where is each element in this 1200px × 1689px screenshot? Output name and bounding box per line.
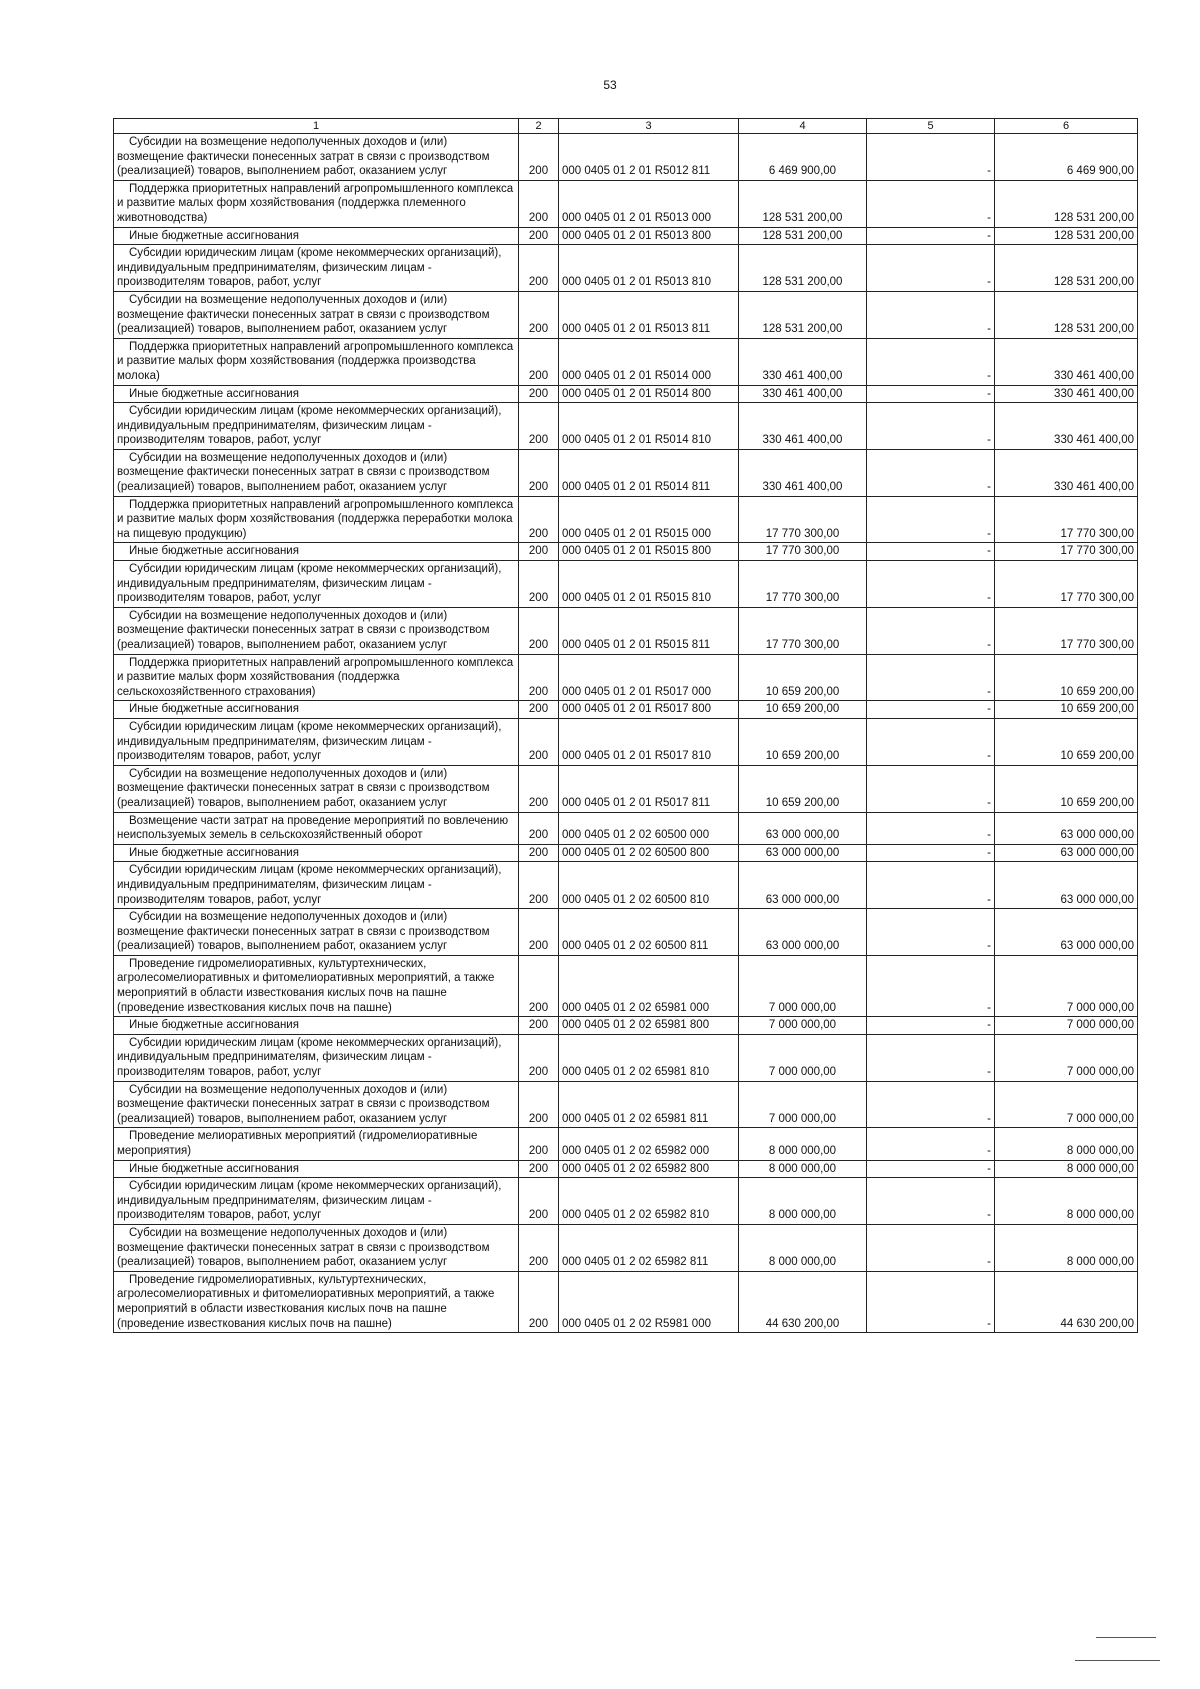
row-code-cell: 000 0405 01 2 01 R5015 810	[559, 561, 739, 608]
row-code-cell: 000 0405 01 2 02 65981 810	[559, 1034, 739, 1081]
row-amount-cell: 8 000 000,00	[739, 1128, 867, 1160]
row-change-cell: -	[867, 227, 995, 245]
row-name-cell: Поддержка приоритетных направлений агропромышленного комплекса и развитие малых форм хозяйствования (поддержка переработки молока на пищевую продукцию)	[114, 496, 519, 543]
row-grbs-cell: 200	[519, 701, 559, 719]
row-total-cell: 17 770 300,00	[995, 607, 1138, 654]
row-change-cell: -	[867, 403, 995, 450]
row-amount-cell: 17 770 300,00	[739, 561, 867, 608]
row-code-cell: 000 0405 01 2 02 60500 810	[559, 862, 739, 909]
table-row	[114, 338, 1138, 385]
table-body	[114, 134, 1138, 1333]
row-total-cell: 128 531 200,00	[995, 245, 1138, 292]
table-row	[114, 1017, 1138, 1035]
row-total-cell: 44 630 200,00	[995, 1271, 1138, 1332]
row-code-cell: 000 0405 01 2 01 R5013 811	[559, 291, 739, 338]
table-row	[114, 1128, 1138, 1160]
row-grbs-cell: 200	[519, 449, 559, 496]
row-code-cell: 000 0405 01 2 02 60500 000	[559, 812, 739, 844]
table-row	[114, 862, 1138, 909]
row-amount-cell: 10 659 200,00	[739, 654, 867, 701]
row-grbs-cell: 200	[519, 955, 559, 1016]
table-row	[114, 955, 1138, 1016]
header-row	[114, 119, 1138, 134]
row-grbs-cell: 200	[519, 245, 559, 292]
row-change-cell: -	[867, 1178, 995, 1225]
row-name-cell: Проведение гидромелиоративных, культуртехнических, агролесомелиоративных и фитомелиоративных мероприятий, а также мероприятий в области известкования кислых почв на пашне (проведение известкования кислых почв на пашне)	[114, 1271, 519, 1332]
row-change-cell: -	[867, 543, 995, 561]
table-row	[114, 449, 1138, 496]
row-grbs-cell: 200	[519, 1160, 559, 1178]
row-amount-cell: 330 461 400,00	[739, 338, 867, 385]
row-total-cell: 7 000 000,00	[995, 955, 1138, 1016]
table-row	[114, 607, 1138, 654]
header-col-4: 4	[739, 119, 867, 134]
row-code-cell: 000 0405 01 2 01 R5014 810	[559, 403, 739, 450]
row-name-cell: Субсидии на возмещение недополученных доходов и (или) возмещение фактически понесенных затрат в связи с производством (реализацией) товаров, выполнением работ, оказанием услуг	[114, 1224, 519, 1271]
row-total-cell: 7 000 000,00	[995, 1034, 1138, 1081]
row-amount-cell: 128 531 200,00	[739, 180, 867, 227]
row-change-cell: -	[867, 385, 995, 403]
row-name-cell: Иные бюджетные ассигнования	[114, 701, 519, 719]
row-total-cell: 6 469 900,00	[995, 134, 1138, 181]
table-row	[114, 1160, 1138, 1178]
row-change-cell: -	[867, 812, 995, 844]
row-total-cell: 17 770 300,00	[995, 561, 1138, 608]
table-row	[114, 1081, 1138, 1128]
row-grbs-cell: 200	[519, 844, 559, 862]
row-code-cell: 000 0405 01 2 02 R5981 000	[559, 1271, 739, 1332]
row-amount-cell: 7 000 000,00	[739, 1017, 867, 1035]
row-amount-cell: 330 461 400,00	[739, 385, 867, 403]
row-amount-cell: 17 770 300,00	[739, 543, 867, 561]
row-total-cell: 63 000 000,00	[995, 812, 1138, 844]
budget-table	[113, 118, 1138, 1333]
row-code-cell: 000 0405 01 2 02 65981 800	[559, 1017, 739, 1035]
row-change-cell: -	[867, 844, 995, 862]
row-code-cell: 000 0405 01 2 01 R5015 000	[559, 496, 739, 543]
table-row	[114, 701, 1138, 719]
row-change-cell: -	[867, 561, 995, 608]
row-code-cell: 000 0405 01 2 02 65982 811	[559, 1224, 739, 1271]
row-name-cell: Субсидии юридическим лицам (кроме некоммерческих организаций), индивидуальным предпринимателям, физическим лицам - производителям товаров, работ, услуг	[114, 561, 519, 608]
row-grbs-cell: 200	[519, 1081, 559, 1128]
table-row	[114, 654, 1138, 701]
budget-sheet	[113, 118, 1138, 1333]
row-grbs-cell: 200	[519, 338, 559, 385]
table-row	[114, 1224, 1138, 1271]
row-code-cell: 000 0405 01 2 02 65981 000	[559, 955, 739, 1016]
row-code-cell: 000 0405 01 2 02 65982 800	[559, 1160, 739, 1178]
row-total-cell: 8 000 000,00	[995, 1178, 1138, 1225]
row-name-cell: Иные бюджетные ассигнования	[114, 844, 519, 862]
row-change-cell: -	[867, 909, 995, 956]
table-row	[114, 291, 1138, 338]
row-name-cell: Субсидии на возмещение недополученных доходов и (или) возмещение фактически понесенных затрат в связи с производством (реализацией) товаров, выполнением работ, оказанием услуг	[114, 1081, 519, 1128]
row-grbs-cell: 200	[519, 291, 559, 338]
row-change-cell: -	[867, 1081, 995, 1128]
row-amount-cell: 63 000 000,00	[739, 812, 867, 844]
table-row	[114, 245, 1138, 292]
row-grbs-cell: 200	[519, 1178, 559, 1225]
row-name-cell: Иные бюджетные ассигнования	[114, 1017, 519, 1035]
page-number: 53	[603, 78, 617, 92]
header-col-6: 6	[995, 119, 1138, 134]
row-total-cell: 10 659 200,00	[995, 765, 1138, 812]
row-change-cell: -	[867, 1128, 995, 1160]
row-name-cell: Субсидии на возмещение недополученных доходов и (или) возмещение фактически понесенных затрат в связи с производством (реализацией) товаров, выполнением работ, оказанием услуг	[114, 765, 519, 812]
row-grbs-cell: 200	[519, 909, 559, 956]
row-code-cell: 000 0405 01 2 01 R5017 800	[559, 701, 739, 719]
row-total-cell: 10 659 200,00	[995, 654, 1138, 701]
row-total-cell: 128 531 200,00	[995, 291, 1138, 338]
row-amount-cell: 8 000 000,00	[739, 1224, 867, 1271]
row-change-cell: -	[867, 245, 995, 292]
row-total-cell: 128 531 200,00	[995, 227, 1138, 245]
row-code-cell: 000 0405 01 2 02 65982 000	[559, 1128, 739, 1160]
table-row	[114, 496, 1138, 543]
row-change-cell: -	[867, 765, 995, 812]
row-amount-cell: 128 531 200,00	[739, 227, 867, 245]
row-code-cell: 000 0405 01 2 02 60500 800	[559, 844, 739, 862]
header-col-1: 1	[114, 119, 519, 134]
row-code-cell: 000 0405 01 2 01 R5013 000	[559, 180, 739, 227]
table-row	[114, 543, 1138, 561]
row-total-cell: 63 000 000,00	[995, 844, 1138, 862]
row-grbs-cell: 200	[519, 654, 559, 701]
row-change-cell: -	[867, 1017, 995, 1035]
row-change-cell: -	[867, 1271, 995, 1332]
row-total-cell: 330 461 400,00	[995, 385, 1138, 403]
row-code-cell: 000 0405 01 2 01 R5017 811	[559, 765, 739, 812]
row-code-cell: 000 0405 01 2 01 R5015 800	[559, 543, 739, 561]
row-grbs-cell: 200	[519, 385, 559, 403]
table-row	[114, 718, 1138, 765]
row-name-cell: Возмещение части затрат на проведение мероприятий по вовлечению неиспользуемых земель в сельскохозяйственный оборот	[114, 812, 519, 844]
row-name-cell: Проведение мелиоративных мероприятий (гидромелиоративные мероприятия)	[114, 1128, 519, 1160]
row-amount-cell: 128 531 200,00	[739, 245, 867, 292]
row-code-cell: 000 0405 01 2 01 R5013 810	[559, 245, 739, 292]
table-row	[114, 385, 1138, 403]
row-amount-cell: 7 000 000,00	[739, 1081, 867, 1128]
row-name-cell: Субсидии на возмещение недополученных доходов и (или) возмещение фактически понесенных затрат в связи с производством (реализацией) товаров, выполнением работ, оказанием услуг	[114, 607, 519, 654]
row-code-cell: 000 0405 01 2 01 R5012 811	[559, 134, 739, 181]
row-grbs-cell: 200	[519, 1017, 559, 1035]
row-total-cell: 8 000 000,00	[995, 1128, 1138, 1160]
row-grbs-cell: 200	[519, 718, 559, 765]
row-grbs-cell: 200	[519, 765, 559, 812]
row-change-cell: -	[867, 1224, 995, 1271]
row-amount-cell: 8 000 000,00	[739, 1178, 867, 1225]
row-name-cell: Иные бюджетные ассигнования	[114, 1160, 519, 1178]
row-amount-cell: 17 770 300,00	[739, 496, 867, 543]
row-name-cell: Иные бюджетные ассигнования	[114, 543, 519, 561]
row-change-cell: -	[867, 180, 995, 227]
row-code-cell: 000 0405 01 2 02 65981 811	[559, 1081, 739, 1128]
row-name-cell: Субсидии юридическим лицам (кроме некоммерческих организаций), индивидуальным предпринимателям, физическим лицам - производителям товаров, работ, услуг	[114, 718, 519, 765]
table-row	[114, 909, 1138, 956]
row-name-cell: Поддержка приоритетных направлений агропромышленного комплекса и развитие малых форм хозяйствования (поддержка сельскохозяйственного страхования)	[114, 654, 519, 701]
row-total-cell: 63 000 000,00	[995, 909, 1138, 956]
row-total-cell: 10 659 200,00	[995, 718, 1138, 765]
table-row	[114, 1178, 1138, 1225]
footer-rule	[1075, 1660, 1160, 1661]
row-grbs-cell: 200	[519, 862, 559, 909]
row-name-cell: Поддержка приоритетных направлений агропромышленного комплекса и развитие малых форм хозяйствования (поддержка производства молока)	[114, 338, 519, 385]
row-grbs-cell: 200	[519, 180, 559, 227]
table-row	[114, 812, 1138, 844]
row-change-cell: -	[867, 718, 995, 765]
row-change-cell: -	[867, 449, 995, 496]
row-change-cell: -	[867, 1160, 995, 1178]
row-amount-cell: 63 000 000,00	[739, 844, 867, 862]
row-code-cell: 000 0405 01 2 01 R5017 810	[559, 718, 739, 765]
row-grbs-cell: 200	[519, 403, 559, 450]
row-grbs-cell: 200	[519, 543, 559, 561]
row-name-cell: Субсидии на возмещение недополученных доходов и (или) возмещение фактически понесенных затрат в связи с производством (реализацией) товаров, выполнением работ, оказанием услуг	[114, 449, 519, 496]
row-grbs-cell: 200	[519, 134, 559, 181]
row-name-cell: Субсидии юридическим лицам (кроме некоммерческих организаций), индивидуальным предпринимателям, физическим лицам - производителям товаров, работ, услуг	[114, 245, 519, 292]
row-amount-cell: 8 000 000,00	[739, 1160, 867, 1178]
row-total-cell: 7 000 000,00	[995, 1081, 1138, 1128]
row-amount-cell: 330 461 400,00	[739, 403, 867, 450]
table-row	[114, 227, 1138, 245]
row-code-cell: 000 0405 01 2 01 R5013 800	[559, 227, 739, 245]
row-grbs-cell: 200	[519, 812, 559, 844]
table-row	[114, 561, 1138, 608]
row-change-cell: -	[867, 654, 995, 701]
table-row	[114, 403, 1138, 450]
row-grbs-cell: 200	[519, 1128, 559, 1160]
row-amount-cell: 128 531 200,00	[739, 291, 867, 338]
row-total-cell: 10 659 200,00	[995, 701, 1138, 719]
row-name-cell: Субсидии юридическим лицам (кроме некоммерческих организаций), индивидуальным предпринимателям, физическим лицам - производителям товаров, работ, услуг	[114, 403, 519, 450]
row-name-cell: Поддержка приоритетных направлений агропромышленного комплекса и развитие малых форм хозяйствования (поддержка племенного животноводства)	[114, 180, 519, 227]
row-amount-cell: 330 461 400,00	[739, 449, 867, 496]
row-total-cell: 8 000 000,00	[995, 1224, 1138, 1271]
row-amount-cell: 10 659 200,00	[739, 718, 867, 765]
row-grbs-cell: 200	[519, 1224, 559, 1271]
row-grbs-cell: 200	[519, 1271, 559, 1332]
row-grbs-cell: 200	[519, 1034, 559, 1081]
row-total-cell: 17 770 300,00	[995, 543, 1138, 561]
table-row	[114, 134, 1138, 181]
row-total-cell: 128 531 200,00	[995, 180, 1138, 227]
row-grbs-cell: 200	[519, 496, 559, 543]
row-change-cell: -	[867, 338, 995, 385]
row-name-cell: Проведение гидромелиоративных, культуртехнических, агролесомелиоративных и фитомелиоративных мероприятий, а также мероприятий в области известкования кислых почв на пашне (проведение известкования кислых почв на пашне)	[114, 955, 519, 1016]
row-total-cell: 8 000 000,00	[995, 1160, 1138, 1178]
row-change-cell: -	[867, 701, 995, 719]
header-col-2: 2	[519, 119, 559, 134]
row-code-cell: 000 0405 01 2 02 60500 811	[559, 909, 739, 956]
row-code-cell: 000 0405 01 2 01 R5014 800	[559, 385, 739, 403]
row-change-cell: -	[867, 955, 995, 1016]
row-amount-cell: 10 659 200,00	[739, 701, 867, 719]
row-amount-cell: 63 000 000,00	[739, 862, 867, 909]
row-change-cell: -	[867, 1034, 995, 1081]
row-amount-cell: 6 469 900,00	[739, 134, 867, 181]
row-amount-cell: 17 770 300,00	[739, 607, 867, 654]
table-row	[114, 765, 1138, 812]
row-name-cell: Субсидии юридическим лицам (кроме некоммерческих организаций), индивидуальным предпринимателям, физическим лицам - производителям товаров, работ, услуг	[114, 1034, 519, 1081]
row-name-cell: Иные бюджетные ассигнования	[114, 227, 519, 245]
row-grbs-cell: 200	[519, 227, 559, 245]
row-total-cell: 17 770 300,00	[995, 496, 1138, 543]
row-amount-cell: 63 000 000,00	[739, 909, 867, 956]
row-amount-cell: 10 659 200,00	[739, 765, 867, 812]
row-code-cell: 000 0405 01 2 01 R5015 811	[559, 607, 739, 654]
row-code-cell: 000 0405 01 2 01 R5014 000	[559, 338, 739, 385]
row-code-cell: 000 0405 01 2 02 65982 810	[559, 1178, 739, 1225]
row-total-cell: 330 461 400,00	[995, 449, 1138, 496]
header-col-3: 3	[559, 119, 739, 134]
row-grbs-cell: 200	[519, 607, 559, 654]
row-change-cell: -	[867, 862, 995, 909]
row-name-cell: Субсидии юридическим лицам (кроме некоммерческих организаций), индивидуальным предпринимателям, физическим лицам - производителям товаров, работ, услуг	[114, 1178, 519, 1225]
row-name-cell: Субсидии юридическим лицам (кроме некоммерческих организаций), индивидуальным предпринимателям, физическим лицам - производителям товаров, работ, услуг	[114, 862, 519, 909]
row-amount-cell: 7 000 000,00	[739, 955, 867, 1016]
row-name-cell: Иные бюджетные ассигнования	[114, 385, 519, 403]
row-change-cell: -	[867, 496, 995, 543]
row-change-cell: -	[867, 607, 995, 654]
table-row	[114, 844, 1138, 862]
header-col-5: 5	[867, 119, 995, 134]
table-row	[114, 180, 1138, 227]
row-code-cell: 000 0405 01 2 01 R5014 811	[559, 449, 739, 496]
row-total-cell: 7 000 000,00	[995, 1017, 1138, 1035]
row-name-cell: Субсидии на возмещение недополученных доходов и (или) возмещение фактически понесенных затрат в связи с производством (реализацией) товаров, выполнением работ, оказанием услуг	[114, 291, 519, 338]
row-amount-cell: 7 000 000,00	[739, 1034, 867, 1081]
row-name-cell: Субсидии на возмещение недополученных доходов и (или) возмещение фактически понесенных затрат в связи с производством (реализацией) товаров, выполнением работ, оказанием услуг	[114, 134, 519, 181]
row-name-cell: Субсидии на возмещение недополученных доходов и (или) возмещение фактически понесенных затрат в связи с производством (реализацией) товаров, выполнением работ, оказанием услуг	[114, 909, 519, 956]
row-amount-cell: 44 630 200,00	[739, 1271, 867, 1332]
row-code-cell: 000 0405 01 2 01 R5017 000	[559, 654, 739, 701]
row-grbs-cell: 200	[519, 561, 559, 608]
table-row	[114, 1271, 1138, 1332]
table-row	[114, 1034, 1138, 1081]
row-change-cell: -	[867, 291, 995, 338]
footer-rule	[1096, 1637, 1156, 1638]
row-total-cell: 330 461 400,00	[995, 338, 1138, 385]
row-change-cell: -	[867, 134, 995, 181]
row-total-cell: 63 000 000,00	[995, 862, 1138, 909]
row-total-cell: 330 461 400,00	[995, 403, 1138, 450]
